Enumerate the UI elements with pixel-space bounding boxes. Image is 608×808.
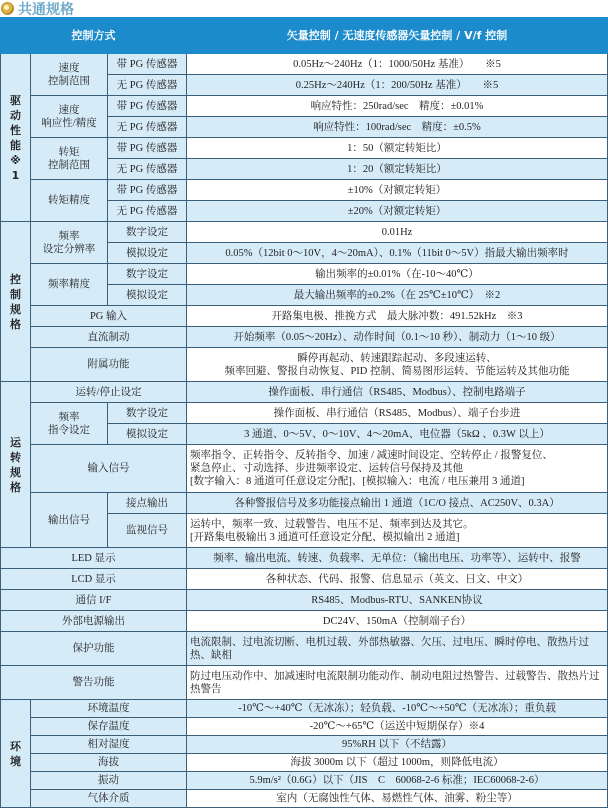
spec-value: -20℃～+65℃（运送中短期保存）※4	[187, 718, 608, 736]
table-row	[1, 180, 608, 201]
spec-value: 各种警报信号及多功能接点输出 1 通道（1C/O 接点、AC250V、0.3A）	[187, 493, 608, 514]
spec-value: 电流限制、过电流切断、电机过载、外部热敏器、欠压、过电压、瞬时停电、散热片过热、缺相	[187, 632, 608, 666]
table-row	[1, 590, 608, 611]
section-control: 控制规格	[1, 222, 31, 382]
row-label: 外部电源输出	[1, 611, 187, 632]
group-label: 速度 控制范围	[31, 54, 108, 96]
row-label: 保护功能	[1, 632, 187, 666]
sub-label: 带 PG 传感器	[108, 54, 187, 75]
section-operation: 运转规格	[1, 382, 31, 548]
spec-value: 操作面板、串行通信（RS485、Modbus）、控制电路端子	[187, 382, 608, 403]
sub-label: 带 PG 传感器	[108, 138, 187, 159]
header-control-value: 矢量控制 / 无速度传感器矢量控制 / V/f 控制	[187, 18, 608, 54]
table-row	[1, 736, 608, 754]
table-row	[1, 700, 608, 718]
spec-value: 0.05Hz～240Hz（1：1000/50Hz 基准） ※5	[187, 54, 608, 75]
spec-value: 频率、输出电流、转速、负载率、无单位：（输出电压、功率等）、运转中、报警	[187, 548, 608, 569]
row-label: PG 输入	[31, 306, 187, 327]
spec-table	[0, 17, 608, 808]
spec-value: 室内（无腐蚀性气体、易燃性气体、油雾、粉尘等）	[187, 790, 608, 808]
row-label: LED 显示	[1, 548, 187, 569]
table-row	[1, 54, 608, 75]
group-label: 转矩 控制范围	[31, 138, 108, 180]
spec-value: 0.01Hz	[187, 222, 608, 243]
spec-value: 响应特性：100rad/sec 精度：±0.5%	[187, 117, 608, 138]
header-row	[1, 18, 608, 54]
spec-value: 1：50（额定转矩比）	[187, 138, 608, 159]
spec-value: 0.25Hz～240Hz（1：200/50Hz 基准） ※5	[187, 75, 608, 96]
table-row	[1, 632, 608, 666]
spec-value: 3 通道、0～5V、0～10V、4～20mA、电位器（5kΩ 、0.3W 以上）	[187, 424, 608, 445]
group-label: 频率 指令设定	[31, 403, 108, 445]
spec-value: 开始频率（0.05～20Hz）、动作时间（0.1～10 秒）、制动力（1～10 级）	[187, 327, 608, 348]
sub-label: 模拟设定	[108, 424, 187, 445]
row-label: 海拔	[31, 754, 187, 772]
spec-value: 操作面板、串行通信（RS485、Modbus）、端子台步进	[187, 403, 608, 424]
spec-value: DC24V、150mA（控制端子台）	[187, 611, 608, 632]
spec-value: RS485、Modbus-RTU、SANKEN协议	[187, 590, 608, 611]
sub-label: 数字设定	[108, 264, 187, 285]
spec-value: 开路集电极、推挽方式 最大脉冲数：491.52kHz ※3	[187, 306, 608, 327]
sub-label: 数字设定	[108, 222, 187, 243]
table-row	[1, 493, 608, 514]
table-row	[1, 666, 608, 700]
table-row	[1, 403, 608, 424]
sub-label: 无 PG 传感器	[108, 159, 187, 180]
table-row	[1, 569, 608, 590]
spec-value: 0.05%（12bit 0～10V，4～20mA）、0.1%（11bit 0～5V）指最大输出频率时	[187, 243, 608, 264]
row-label: 运转/停止设定	[31, 382, 187, 403]
spec-value: 海拔 3000m 以下（超过 1000m，则降低电流）	[187, 754, 608, 772]
bullet-icon	[1, 2, 14, 15]
sub-label: 带 PG 传感器	[108, 180, 187, 201]
row-label: 附属功能	[31, 348, 187, 382]
table-row	[1, 718, 608, 736]
spec-value: 输出频率的±0.01%（在-10～40℃）	[187, 264, 608, 285]
row-label: LCD 显示	[1, 569, 187, 590]
row-label: 警告功能	[1, 666, 187, 700]
sub-label: 模拟设定	[108, 243, 187, 264]
spec-value: 频率指令、正转指令、反转指令、加速 / 减速时间设定、空转停止 / 报警复位、 紧急停止、寸动选择、步进频率设定、运转信号保持及其他 [数字输入：8 通道可任意设定分配]、[模拟输入：电流 / 电压兼用 3 通道]	[187, 445, 608, 493]
table-row	[1, 772, 608, 790]
section-environment: 环境	[1, 700, 31, 808]
table-row	[1, 222, 608, 243]
spec-value: 最大输出频率的±0.2%（在 25℃±10℃） ※2	[187, 285, 608, 306]
group-label: 转矩精度	[31, 180, 108, 222]
sub-label: 接点输出	[108, 493, 187, 514]
header-control-method: 控制方式	[1, 18, 187, 54]
table-row	[1, 548, 608, 569]
sub-label: 带 PG 传感器	[108, 96, 187, 117]
row-label: 输入信号	[31, 445, 187, 493]
section-title-text: 共通规格	[18, 1, 74, 18]
spec-value: -10℃～+40℃（无冰冻）；轻负载、-10℃～+50℃（无冰冻）；重负载	[187, 700, 608, 718]
row-label: 直流制动	[31, 327, 187, 348]
table-row	[1, 138, 608, 159]
spec-value: 95%RH 以下（不结露）	[187, 736, 608, 754]
sub-label: 无 PG 传感器	[108, 117, 187, 138]
spec-value: 各种状态、代码、报警、信息显示（英文、日文、中文）	[187, 569, 608, 590]
group-label: 速度 响应性/精度	[31, 96, 108, 138]
sub-label: 无 PG 传感器	[108, 75, 187, 96]
spec-value: 运转中，频率一致、过载警告、电压不足、频率到达及其它。 [开路集电极输出 3 通道可任意设定分配、模拟输出 2 通道]	[187, 514, 608, 548]
row-label: 气体介质	[31, 790, 187, 808]
table-row	[1, 264, 608, 285]
spec-value: ±20%（对额定转矩）	[187, 201, 608, 222]
section-title	[0, 0, 608, 17]
spec-value: 5.9m/s²（0.6G）以下（JIS C 60068-2-6 标准；IEC60068-2-6）	[187, 772, 608, 790]
spec-value: 瞬停再起动、转速跟踪起动、多段速运转、 频率回避、警报自动恢复、PID 控制、简易图形运转、节能运转及其他功能	[187, 348, 608, 382]
sub-label: 无 PG 传感器	[108, 201, 187, 222]
row-label: 通信 I/F	[1, 590, 187, 611]
table-row	[1, 327, 608, 348]
sub-label: 监视信号	[108, 514, 187, 548]
table-row	[1, 445, 608, 493]
spec-value: 防过电压动作中、加减速时电流限制功能动作、制动电阻过热警告、过载警告、散热片过热警告	[187, 666, 608, 700]
row-label: 相对湿度	[31, 736, 187, 754]
spec-value: ±10%（对额定转矩）	[187, 180, 608, 201]
table-row	[1, 348, 608, 382]
table-row	[1, 790, 608, 808]
table-row	[1, 754, 608, 772]
group-label: 输出信号	[31, 493, 108, 548]
group-label: 频率精度	[31, 264, 108, 306]
sub-label: 数字设定	[108, 403, 187, 424]
row-label: 环境温度	[31, 700, 187, 718]
group-label: 频率 设定分辨率	[31, 222, 108, 264]
section-drive: 驱动性能※1	[1, 54, 31, 222]
table-row	[1, 306, 608, 327]
spec-value: 1：20（额定转矩比）	[187, 159, 608, 180]
row-label: 振动	[31, 772, 187, 790]
table-row	[1, 96, 608, 117]
table-row	[1, 382, 608, 403]
table-row	[1, 611, 608, 632]
sub-label: 模拟设定	[108, 285, 187, 306]
spec-value: 响应特性：250rad/sec 精度：±0.01%	[187, 96, 608, 117]
row-label: 保存温度	[31, 718, 187, 736]
